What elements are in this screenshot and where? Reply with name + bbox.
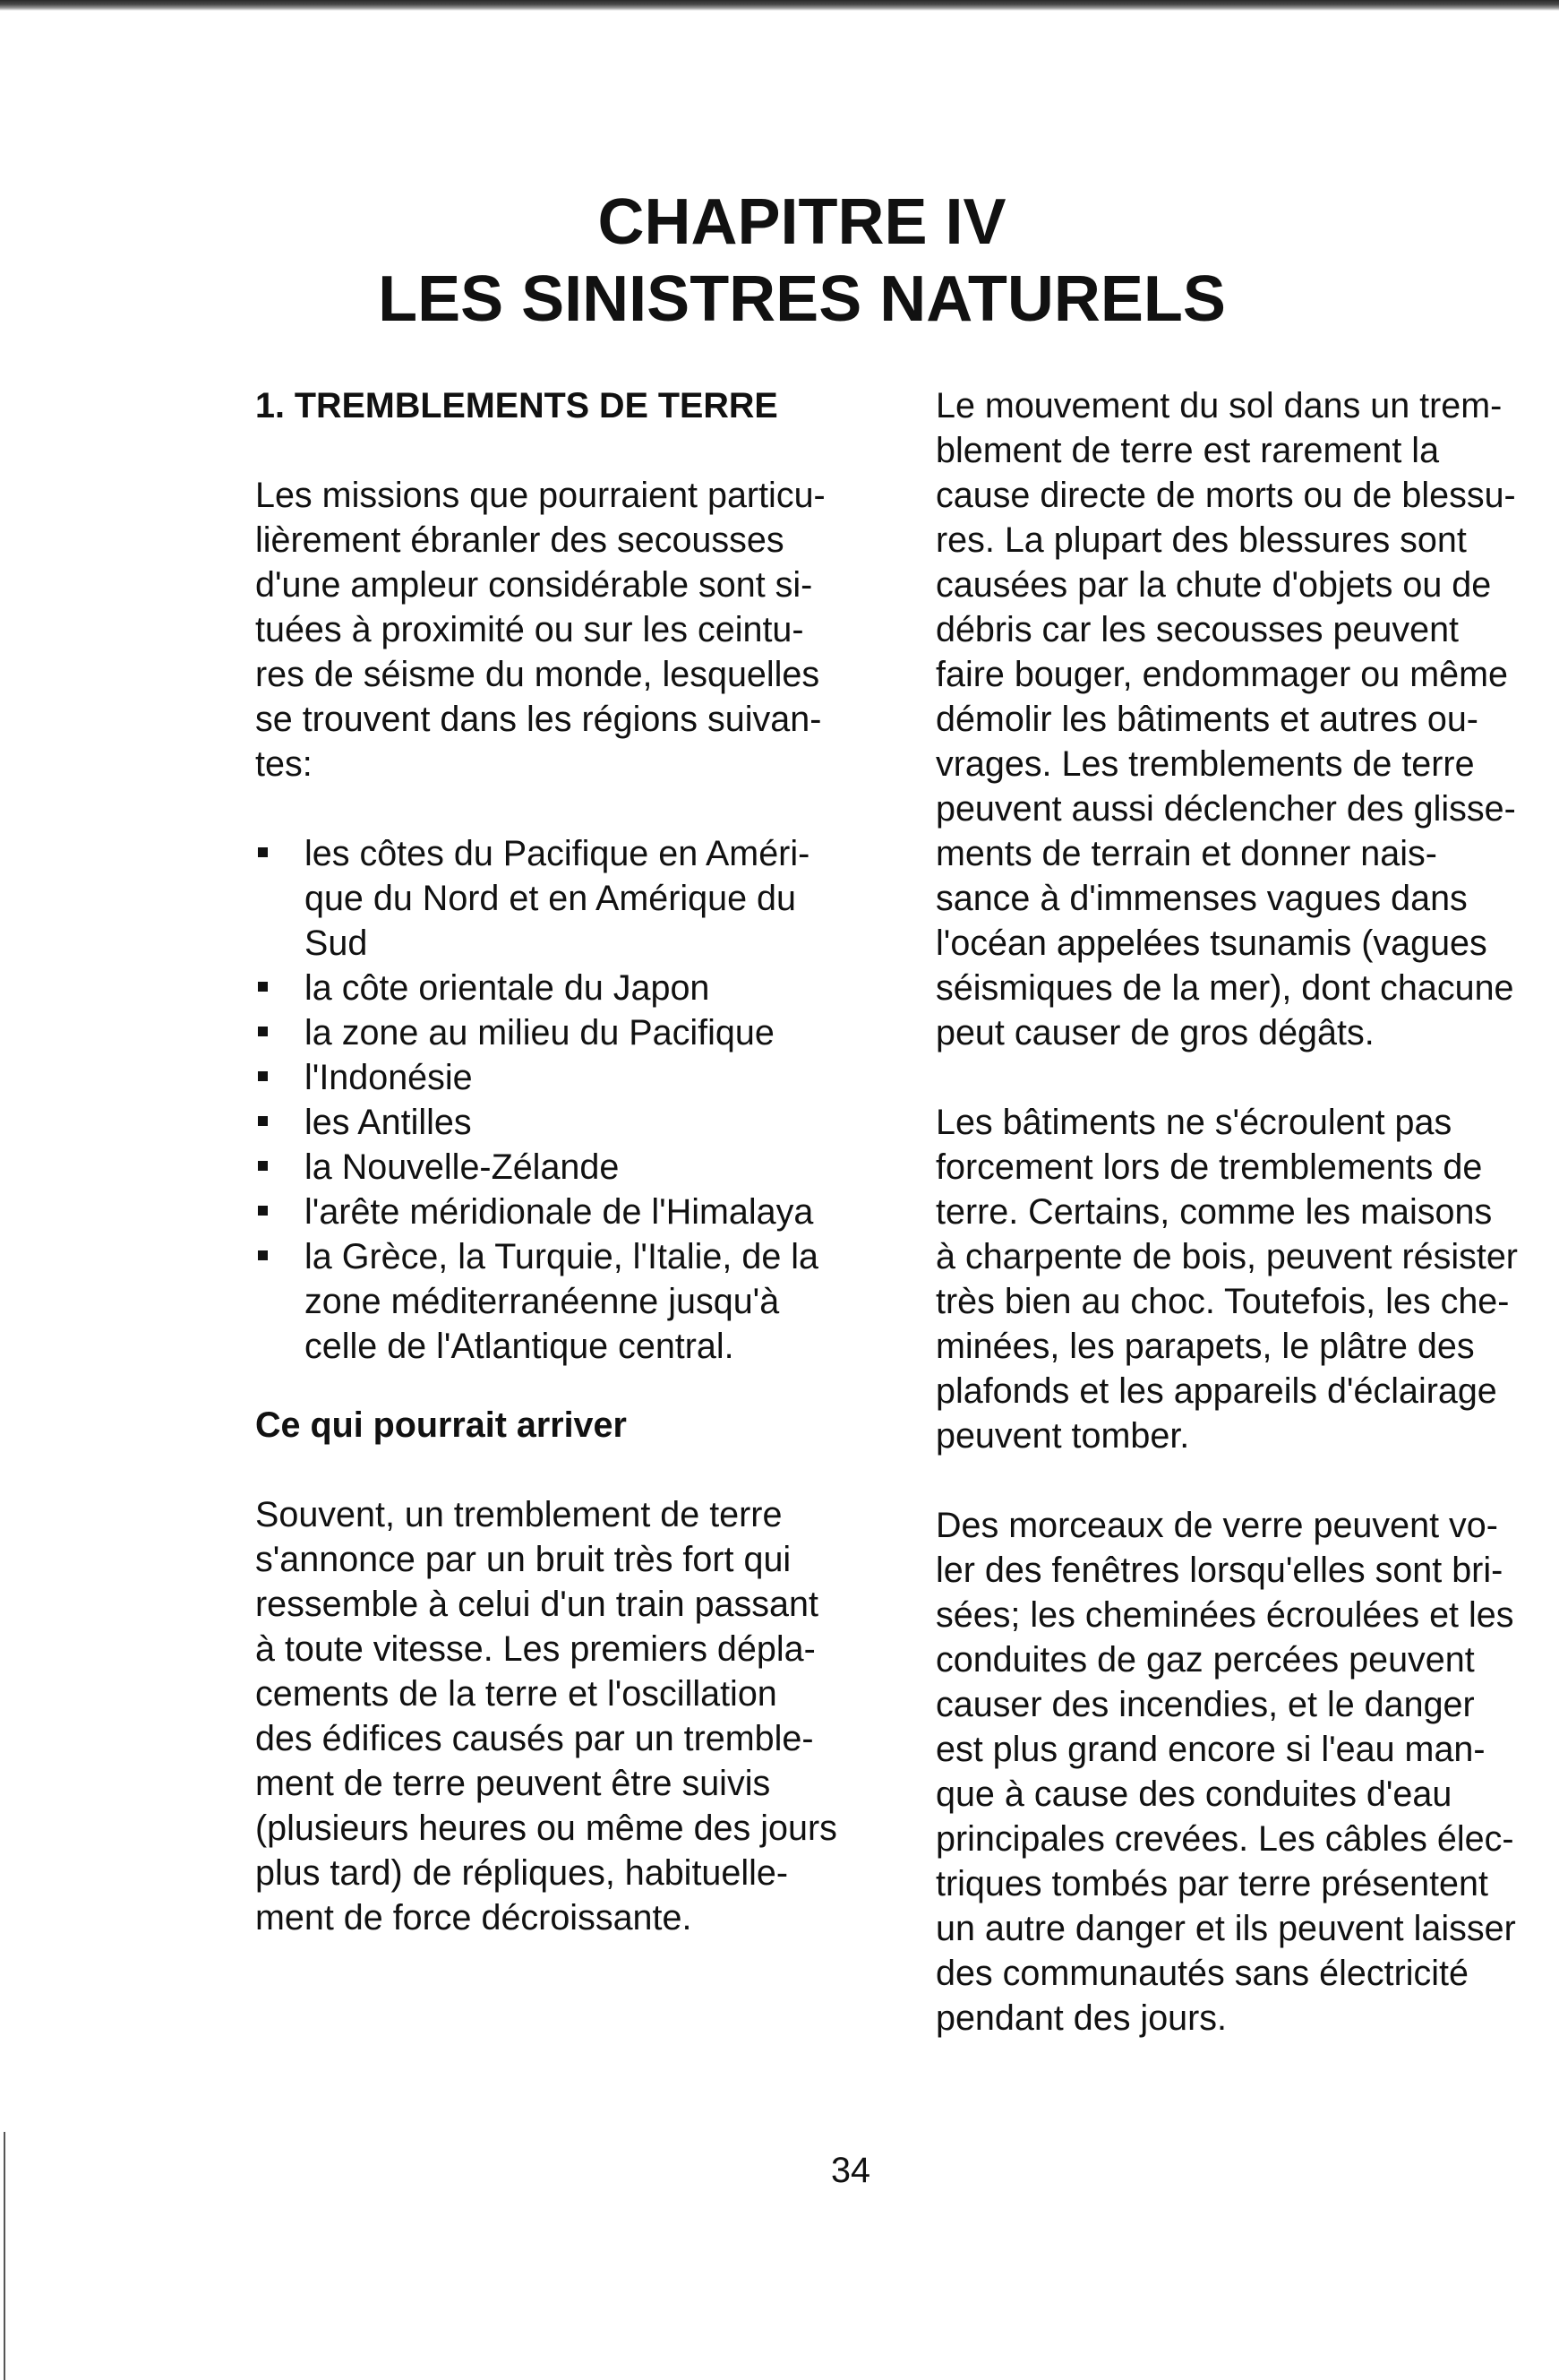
list-item: les Antilles [255,1100,918,1145]
list-item: la côte orientale du Japon [255,966,918,1010]
list-item: les côtes du Pacifique en Améri- que du Nord et en Amérique du Sud [255,831,918,966]
right-column [936,383,1554,2041]
list-item: l'Indonésie [255,1055,918,1100]
intro-paragraph: Les missions que pourraient particu- lièrement ébranler des secousses d'une ampleur considérable sont si- tuées à proximité ou sur les ceintu- res de séisme du monde, lesquelles se trouvent dans les régions suivan- tes: [255,476,826,784]
list-item: la Nouvelle-Zélande [255,1145,918,1190]
paragraph-ground-movement: Le mouvement du sol dans un trem- blement de terre est rarement la cause directe de morts ou de blessu- res. La plupart des blessures sont causées par la chute d'objets ou de débris car les secousses peuvent faire bouger, endommager ou même démolir les bâtiments et autres ou- vrages. Les tremblements de terre peuvent aussi déclencher des glisse- ments de terrain et donner nais- sance à d'immenses vagues dans l'océan appelées tsunamis (vagues séismiques de la mer), dont chacune peut causer de gros dégâts. [936,386,1516,1053]
chapter-title: LES SINISTRES NATURELS [378,263,1226,335]
paragraph-buildings: Les bâtiments ne s'écroulent pas forcement lors de tremblements de terre. Certains, comme les maisons à charpente de bois, peuvent résister très bien au choc. Toutefois, les che- minées, les parapets, le plâtre des plafonds et les appareils d'éclairage peuvent tomber. [936,1103,1518,1456]
region-list [255,831,918,1369]
subsection-title: Ce qui pourrait arriver [255,1405,627,1445]
page-number: 34 [831,2151,870,2190]
paragraph-hazards: Des morceaux de verre peuvent vo- ler des fenêtres lorsqu'elles sont bri- sées; les cheminées écroulées et les conduites de gaz percées peuvent causer des incendies, et le danger est plus grand encore si l'eau man- que à cause des conduites d'eau principales crevées. Les câbles élec- triques tombés par terre présentent un autre danger et ils peuvent laisser des communautés sans électricité pendant des jours. [936,1506,1516,2038]
list-item: la Grèce, la Turquie, l'Italie, de la zone méditerranéenne jusqu'à celle de l'Atlantique central. [255,1234,918,1369]
list-item: la zone au milieu du Pacifique [255,1010,918,1055]
list-item: l'arête méridionale de l'Himalaya [255,1190,918,1234]
chapter-number: CHAPITRE IV [597,186,1006,258]
left-column [255,383,918,1940]
scan-top-edge [0,0,1559,11]
section-title: 1. TREMBLEMENTS DE TERRE [255,386,778,425]
chapter-heading [0,184,1559,338]
subsection-paragraph: Souvent, un tremblement de terre s'annonce par un bruit très fort qui ressemble à celui d'un train passant à toute vitesse. Les premiers dépla- cements de la terre et l'oscillation des édifices causés par un tremble- ment de terre peuvent être suivis (plusieurs heures ou même des jours plus tard) de répliques, habituelle- ment de force décroissante. [255,1495,837,1938]
